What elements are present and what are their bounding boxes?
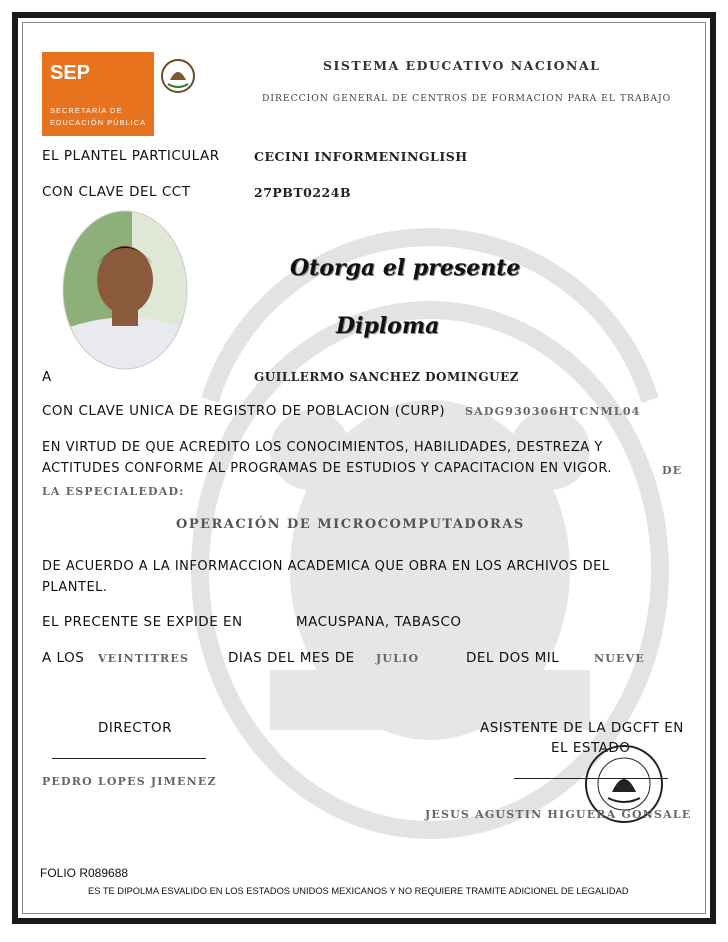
direction-title: DIRECCION GENERAL DE CENTROS DE FORMACION PARA EL TRABAJO [262,93,672,104]
de-la-text: DE [662,464,683,477]
acuerdo-line-1: DE ACUERDO A LA INFORMACCION ACADEMICA QUE OBRA EN LOS ARCHIVOS DEL [42,559,610,574]
sep-logo-subtitle-1: SECRETARÍA DE [50,106,123,115]
director-name: PEDRO LOPES JIMENEZ [42,775,217,788]
virtud-line-1: EN VIRTUD DE QUE ACREDITO LOS CONOCIMIENTOS, HABILIDADES, DESTREZA Y [42,440,603,455]
especialidad-label: LA ESPECIALEDAD: [42,485,185,498]
day-value: VEINTITRES [98,652,190,665]
month-value: JULIO [376,652,420,665]
title-line-2: Diploma [336,313,440,339]
system-title: SISTEMA EDUCATIVO NACIONAL [323,58,601,73]
curp-value: SADG930306HTCNML04 [465,405,641,418]
acuerdo-line-2: PLANTEL. [42,580,108,595]
virtud-line-2: ACTITUDES CONFORME AL PROGRAMAS DE ESTUDIOS Y CAPACITACION EN VIGOR. [42,461,613,476]
assistant-name: JESUS AGUSTIN HIGUERA GONSALE [425,808,692,821]
clave-cct-label: CON CLAVE DEL CCT [42,184,191,200]
del-dos-mil-label: DEL DOS MIL [466,650,560,666]
director-label: DIRECTOR [98,720,172,736]
assistant-label-2: EL ESTADO [551,740,631,756]
especialidad-value: OPERACIÓN DE MICROCOMPUTADORAS [176,517,525,532]
a-los-label: A LOS [42,650,85,666]
expide-label: EL PRECENTE SE EXPIDE EN [42,614,243,630]
assistant-label-1: ASISTENTE DE LA DGCFT EN [480,720,684,736]
eagle-emblem-icon [154,52,202,100]
plantel-value: CECINI INFORMENINGLISH [254,149,468,164]
recipient-label: A [42,369,52,385]
student-photo [62,210,188,370]
folio-number: FOLIO R089688 [40,866,129,880]
legal-notice: ES TE DIPOLMA ESVALIDO EN LOS ESTADOS UNIDOS MEXICANOS Y NO REQUIERE TRAMITE ADICIONEL DE LEGALIDAD [88,886,629,896]
sep-logo-text: SEP [50,62,91,84]
sep-logo-subtitle-2: EDUCACIÓN PÚBLICA [50,118,147,127]
year-value: NUEVE [594,652,645,665]
clave-cct-value: 27PBT0224B [254,185,352,200]
dias-mes-label: DIAS DEL MES DE [228,650,355,666]
expide-place: MACUSPANA, TABASCO [296,614,462,630]
curp-label: CON CLAVE UNICA DE REGISTRO DE POBLACION (CURP) [42,403,446,419]
title-line-1: Otorga el presente [290,255,521,281]
plantel-label: EL PLANTEL PARTICULAR [42,148,220,164]
director-signature-line [52,758,206,759]
recipient-name: GUILLERMO SANCHEZ DOMINGUEZ [254,370,519,384]
sep-emblem-box [154,52,202,100]
sep-logo [42,52,154,136]
